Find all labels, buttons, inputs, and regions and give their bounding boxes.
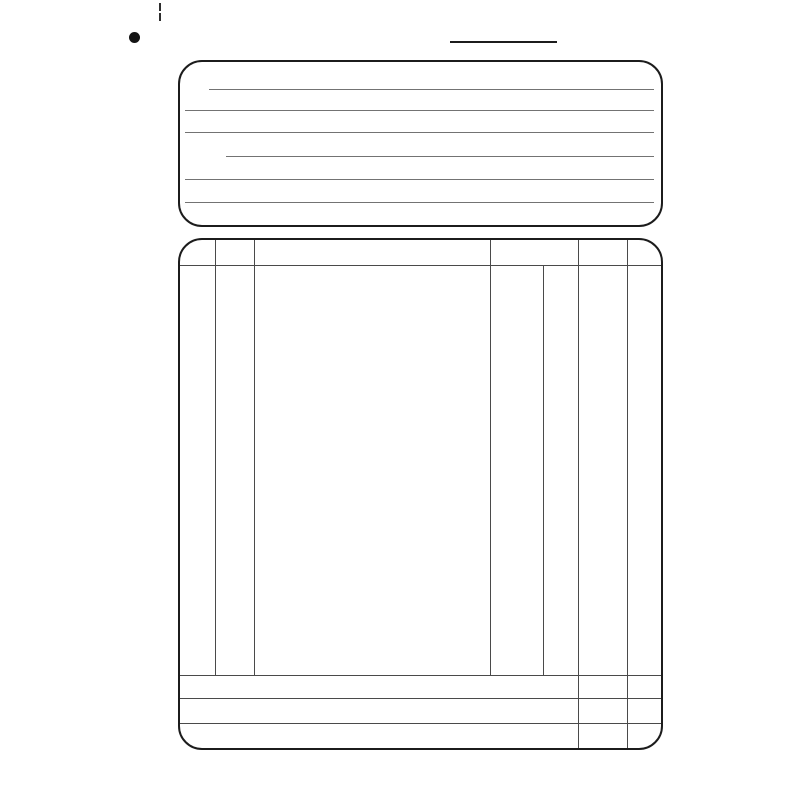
header-divider-line <box>180 265 661 266</box>
column-header-qty <box>180 244 215 264</box>
column-divider <box>215 240 216 675</box>
to-write-line <box>209 89 654 90</box>
write-line <box>185 202 654 203</box>
column-header-unit <box>215 244 254 264</box>
write-line <box>185 132 654 133</box>
address-box <box>178 60 663 227</box>
column-divider <box>627 240 628 748</box>
from-write-line <box>226 156 654 157</box>
unit-price-split-divider <box>543 265 544 675</box>
column-divider <box>254 240 255 675</box>
column-header-cents <box>627 244 661 264</box>
plus-gst-percent-row <box>180 698 568 723</box>
date-write-line <box>450 41 557 43</box>
total-inclusive-gst-label <box>180 723 568 748</box>
total-exclusive-gst-label <box>180 675 568 698</box>
write-line <box>185 179 654 180</box>
line-items-table <box>178 238 663 750</box>
perforation-mark-icon <box>159 3 161 11</box>
column-header-dollars <box>578 244 627 264</box>
column-header-unit-price <box>490 244 578 264</box>
write-line <box>185 110 654 111</box>
registration-dot-icon <box>129 32 140 43</box>
column-divider <box>490 240 491 675</box>
column-divider <box>578 240 579 748</box>
perforation-mark-icon <box>159 13 161 21</box>
column-header-description <box>254 244 490 264</box>
